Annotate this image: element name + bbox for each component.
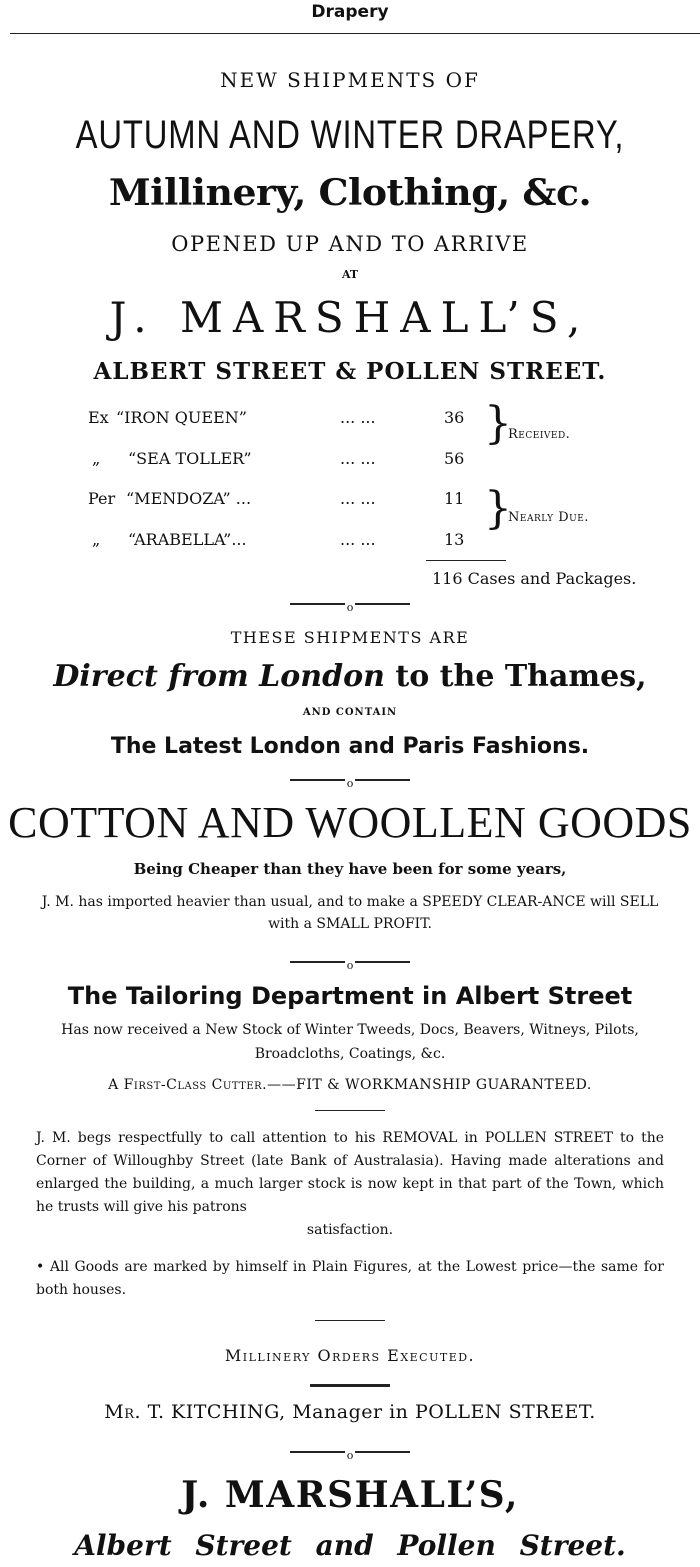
- ad-line-autumn-winter: AUTUMN AND WINTER DRAPERY,: [75, 113, 625, 157]
- shipment-prefix: Ex: [88, 408, 109, 427]
- ad-line-at: AT: [341, 268, 359, 281]
- ad-line-millinery: Millinery, Clothing, &c.: [108, 172, 592, 214]
- ad-line-cotton-woollen: COTTON AND WOOLLEN GOODS: [8, 798, 692, 847]
- ad-line-tailoring: The Tailoring Department in Albert Street: [67, 982, 633, 1010]
- shipment-dots: ... ...: [340, 449, 376, 468]
- shipment-dots: ... ...: [340, 489, 376, 508]
- brace-icon: }: [484, 483, 512, 534]
- ad-line-streets: ALBERT STREET & POLLEN STREET.: [93, 358, 607, 385]
- shipment-name: “ARABELLA”...: [128, 530, 247, 549]
- ad-line-being-cheaper: Being Cheaper than they have been for some years,: [133, 860, 567, 878]
- shipment-count: 11: [444, 489, 465, 508]
- ad-paragraph-plain-figures: • All Goods are marked by himself in Plain Figures, at the Lowest price—the same for both houses.: [36, 1259, 664, 1298]
- thick-rule: [310, 1384, 390, 1387]
- shipment-count: 56: [444, 449, 465, 468]
- short-rule: [315, 1320, 385, 1321]
- shipment-name: “IRON QUEEN”: [116, 408, 247, 427]
- ad-line-new-shipments: NEW SHIPMENTS OF: [220, 68, 480, 92]
- ornament-divider: o: [0, 596, 700, 610]
- ad-line-address-footer: Albert Street and Pollen Street.: [74, 1529, 626, 1562]
- ad-line-millinery-orders: Millinery Orders Executed.: [224, 1346, 476, 1365]
- shipment-count: 36: [444, 408, 465, 427]
- short-rule: [315, 1110, 385, 1111]
- ornament-divider: o: [0, 1444, 700, 1458]
- shipment-dots: ... ...: [340, 530, 376, 549]
- ornament-divider: o: [0, 954, 700, 968]
- section-title: Drapery: [311, 2, 389, 22]
- shipment-name: “SEA TOLLER”: [128, 449, 252, 468]
- shipment-name: “MENDOZA” ...: [126, 489, 252, 508]
- brace-icon: }: [484, 398, 512, 449]
- shipment-prefix: „: [92, 530, 101, 549]
- status-nearly-due: Nearly Due.: [508, 510, 589, 525]
- ad-line-cutter: A First-Class Cutter.——FIT & WORKMANSHIP GUARANTEED.: [108, 1077, 592, 1093]
- ad-line-direct-from-london: Direct from London to the Thames,: [53, 659, 647, 694]
- ad-line-marshalls-footer: J. MARSHALL’S,: [181, 1474, 519, 1516]
- ad-paragraph-removal: J. M. begs respectfully to call attention to his REMOVAL in POLLEN STREET to the Corner of Willoughby Street (late Bank of Australasia). Having made alterations and enlarged the building, a much larger stock is now kept in that part of the Town, which he trusts will give his patrons satisfaction.: [36, 1130, 664, 1238]
- sum-rule: [426, 560, 506, 561]
- ad-line-opened-up: OPENED UP AND TO ARRIVE: [171, 232, 529, 256]
- ad-paragraph-imported: J. M. has imported heavier than usual, and to make a SPEEDY CLEAR-ANCE will SELL with a SMALL PROFIT.: [41, 894, 659, 932]
- ad-paragraph-new-stock: Has now received a New Stock of Winter Tweeds, Docs, Beavers, Witneys, Pilots, Broadcloths, Coatings, &c.: [61, 1022, 639, 1062]
- shipment-prefix: Per: [88, 489, 116, 508]
- ornament-divider: o: [0, 772, 700, 786]
- ad-line-and-contain: AND CONTAIN: [302, 707, 398, 718]
- ad-line-these-shipments: THESE SHIPMENTS ARE: [230, 628, 470, 647]
- shipments-total: 116 Cases and Packages.: [432, 569, 637, 588]
- shipment-count: 13: [444, 530, 465, 549]
- ad-line-latest-fashions: The Latest London and Paris Fashions.: [110, 734, 590, 759]
- status-received: Received.: [508, 427, 571, 442]
- shipment-prefix: „: [92, 449, 101, 468]
- shipment-dots: ... ...: [340, 408, 376, 427]
- header-rule: [10, 33, 700, 34]
- ad-line-manager: Mr. T. KITCHING, Manager in POLLEN STREET.: [104, 1401, 596, 1423]
- ad-line-marshalls: J. MARSHALL’S,: [109, 293, 591, 342]
